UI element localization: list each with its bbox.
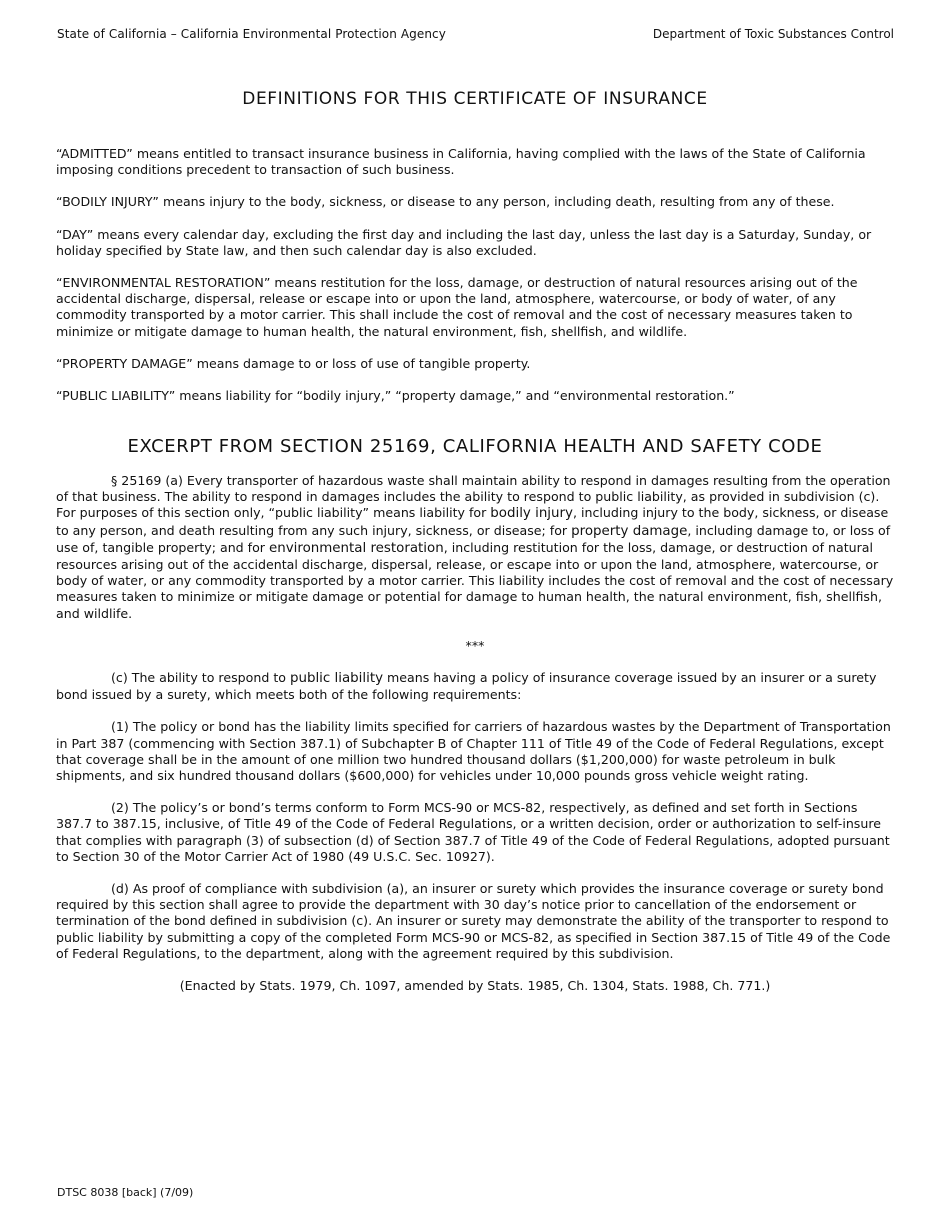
definition-text: means restitution for the loss, damage, or destruction of natural resources arising out of the accidental discharge, dispersal, release or escape into or upon the land, atmosphere, watercourse, or body of water, of any commodity transported by a motor carrier. This shall include the cost of removal and the cost of necessary measures taken to minimize or mitigate damage to human health, the natural environment, fish, shellfish, and wildlife. [56, 275, 858, 339]
section-separator: *** [465, 637, 485, 653]
definition-text: means every calendar day, excluding the first day and including the last day, unless the last day is a Saturday, Sunday, or holiday specified by State law, and then such calendar day is also excluded. [56, 226, 872, 258]
excerpt-title: EXCERPT FROM SECTION 25169, CALIFORNIA HEALTH AND SAFETY CODE [127, 436, 823, 457]
excerpt-text: (c) The ability to respond to [111, 670, 290, 686]
excerpt-text: , including injury to the body, sickness, or disease to any person, and death resulting from any such injury, sickness, or disease; for [56, 505, 889, 538]
excerpt-emphasis: environmental restoration [269, 540, 444, 556]
excerpt-text: means having a policy of insurance coverage issued by an insurer or a surety bond issued by a surety, which meets both of the following requirements: [56, 670, 877, 703]
definition-term: “ENVIRONMENTAL RESTORATION” [56, 275, 271, 291]
form-identifier: DTSC 8038 [back] (7/09) [57, 1186, 194, 1199]
excerpt-body [56, 473, 894, 1010]
definition-text: means liability for “bodily injury,” “property damage,” and “environmental restoration.” [175, 388, 735, 404]
definitions-list [56, 146, 894, 420]
definition-term: “DAY” [56, 226, 94, 242]
definition-property-damage [56, 356, 894, 372]
definition-term: “PROPERTY DAMAGE” [56, 355, 193, 371]
definition-public-liability [56, 388, 894, 404]
excerpt-paragraph-2: (2) The policy’s or bond’s terms conform to Form MCS-90 or MCS-82, respectively, as defined and set forth in Sections 387.7 to 387.15, inclusive, of Title 49 of the Code of Federal Regulations, or a written decision, order or authorization to self-insure that complies with paragraph (3) of subsection (d) of Section 387.7 of Title 49 of the Code of Federal Regulations, adopted pursuant to Section 30 of the Motor Carrier Act of 1980 (49 U.S.C. Sec. 10927). [56, 800, 890, 864]
excerpt-text: , including damage to, or loss of use of, tangible property; and for [56, 522, 891, 555]
definition-term: “ADMITTED” [56, 146, 133, 161]
definition-admitted [56, 146, 894, 178]
excerpt-text: , including restitution for the loss, damage, or destruction of natural resources arising out of the accidental discharge, dispersal, release, or escape into or upon the land, atmosphere, watercourse, or body of water, or any commodity transported by a motor carrier. This liability includes the cost of removal and the cost of necessary measures taken to minimize or mitigate damage or potential for damage to human health, the natural environment, fish, shellfish, and wildlife. [56, 539, 894, 621]
header-agency: State of California – California Environmental Protection Agency [57, 27, 446, 41]
definition-text: means injury to the body, sickness, or disease to any person, including death, resulting from any of these. [158, 194, 835, 210]
definition-day [56, 227, 894, 259]
excerpt-emphasis: property damage [571, 523, 688, 539]
definition-text: means damage to or loss of use of tangible property. [192, 355, 531, 371]
definition-term: “PUBLIC LIABILITY” [56, 388, 176, 404]
enactment-note: (Enacted by Stats. 1979, Ch. 1097, amended by Stats. 1985, Ch. 1304, Stats. 1988, Ch. 771.) [179, 978, 771, 994]
definitions-title: DEFINITIONS FOR THIS CERTIFICATE OF INSURANCE [242, 89, 708, 109]
definition-term: “BODILY INJURY” [56, 194, 159, 210]
definition-text: means entitled to transact insurance business in California, having complied with the laws of the State of California imposing conditions precedent to transaction of such business. [56, 146, 866, 178]
excerpt-text: § 25169 (a) Every transporter of hazardous waste shall maintain ability to respond in damages resulting from the operation of that business. The ability to respond in damages includes the ability to respond to public liability, as provided in subdivision (c). For purposes of this section only, “public liability” means liability for [56, 473, 891, 521]
definition-environmental-restoration [56, 275, 894, 340]
excerpt-paragraph-a [56, 473, 894, 622]
definition-bodily-injury [56, 194, 894, 210]
excerpt-paragraph-c [56, 670, 894, 703]
excerpt-paragraph-1: (1) The policy or bond has the liability limits specified for carriers of hazardous wastes by the Department of Transportation in Part 387 (commencing with Section 387.1) of Subchapter B of Chapter 111 of Title 49 of the Code of Federal Regulations, except that coverage shall be in the amount of one million two hundred thousand dollars ($1,200,000) for waste petroleum in bulk shipments, and six hundred thousand dollars ($600,000) for vehicles under 10,000 pounds gross vehicle weight rating. [56, 719, 891, 784]
excerpt-emphasis: bodily injury [490, 506, 573, 522]
header-department: Department of Toxic Substances Control [652, 27, 894, 41]
excerpt-emphasis: public liability [289, 671, 383, 687]
excerpt-paragraph-d: (d) As proof of compliance with subdivision (a), an insurer or surety which provides the insurance coverage or surety bond required by this section shall agree to provide the department with 30 day’s notice prior to cancellation of the endorsement or termination of the bond defined in subdivision (c). An insurer or surety may demonstrate the ability of the transporter to respond to public liability by submitting a copy of the completed Form MCS-90 or MCS-82, as specified in Section 387.15 of Title 49 of the Code of Federal Regulations, to the department, along with the agreement required by this subdivision. [56, 881, 891, 961]
